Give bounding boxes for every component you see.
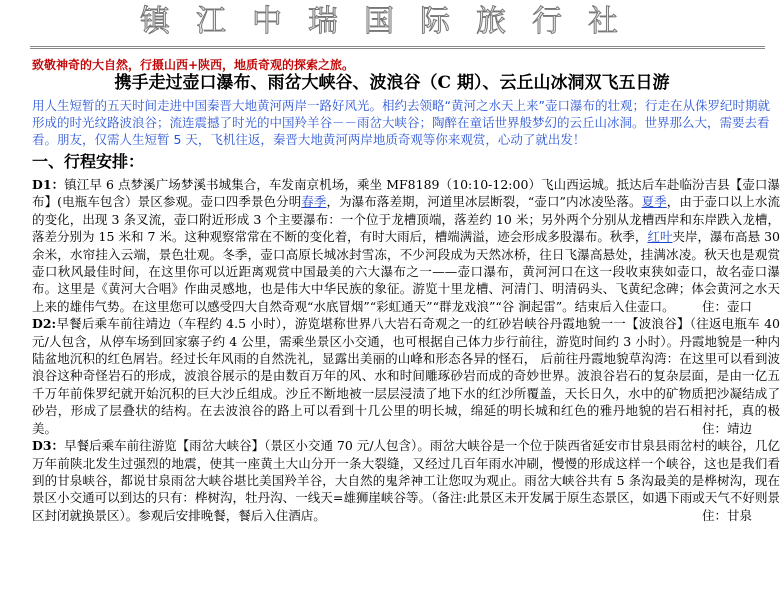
itinerary-body xyxy=(32,176,780,524)
link-spring[interactable]: 春季 xyxy=(301,194,327,210)
section-title: 一、行程安排： xyxy=(32,152,145,171)
header-rule-top xyxy=(30,46,765,47)
stay-location: 住：甘泉 xyxy=(701,507,752,523)
day-label: D1： xyxy=(32,177,65,192)
day-text: ，由于壶口以上水流的变化，出现 3 条叉流，壶口附近形成 3 个主要瀑布：一个位于龙槽顶端，落差约 10 米；另外两个分别从龙槽西岸和东岸跌入龙槽，落差分别为 15 米和 7 米。这种观察常常在不断的变化着，有时大雨后，槽端满溢，迹会形成多股瀑布。秋季， xyxy=(32,194,780,245)
day-2 xyxy=(32,315,780,437)
tour-title: 携手走过壶口瀑布、雨岔大峡谷、波浪谷（C 期）、云丘山冰洞双飞五日游 xyxy=(114,73,670,93)
day-1 xyxy=(32,176,780,315)
intro-paragraph: 用人生短暂的五天时间走进中国秦晋大地黄河两岸一路好风光。相约去领略“黄河之水天上来”壶口瀑布的壮观；行走在从侏罗纪时期就形成的时光纹路波浪谷；流连震撼了时光的中国羚羊谷－－雨岔大峡谷；陶醉在童话世界般梦幻的云丘山冰洞。世界那么大，需要去看看。朋友，仅需人生短暂 5 天，飞机往返，秦晋大地黄河两岸地质奇观等你来观赏，心动了就出发！ xyxy=(32,98,770,147)
day-text: 早餐后乘车前往靖边（车程约 4.5 小时），游览堪称世界八大岩石奇观之一的红砂岩峡谷丹霞地貌一一【波浪谷】（往返电瓶车 40 元/人包含，从停车场到回家寨子约 4 公里，需乘坐景区小交通，也可根据自己体力步行前往，游览时间约 3 小时）。丹霞地貌是一种内陆盆地沉积的红色屑岩。经过长年风雨的自然洗礼，显露出美丽的山峰和形态各异的怪石， 后前往丹霞地貌草沟湾：在这里可以看到波浪谷这种奇怪岩石的形成，波浪谷展示的是由数百万年的风、水和时间雕琢砂岩而成的奇妙世界。波浪谷岩石的复杂层面，是由一亿五千万年前侏罗纪就开始沉积的巨大沙丘组成。沙丘不断地被一层层浸渍了地下水的红沙所覆盖，天长日久，水中的矿物质把沙凝结成了砂岩，形成了层叠状的结构。在去波浪谷的路上可以看到十几公里的明长城，绵延的明长城和红色的雅丹地貌的岩石相衬托，真的极美。 xyxy=(32,316,780,436)
day-text: 早餐后乘车前往游览【雨岔大峡谷】（景区小交通 70 元/人包含）。雨岔大峡谷是一个位于陕西省延安市甘泉县雨岔村的峡谷，几亿万年前陕北发生过强烈的地震，使其一座黄土大山分开一条大裂缝，又经过几百年雨水冲刷，慢慢的形成这样一个峡谷，这也是我们看到的甘泉峡谷，都说甘泉雨岔大峡谷堪比美国羚羊谷，大自然的鬼斧神工让您叹为观止。雨岔大峡谷共有 5 条沟最美的是桦树沟，现在景区小交通可以到达的只有：桦树沟，牡丹沟、一线天=雄狮崖峡谷等。（备注:此景区未开发属于原生态景区，如遇下雨或天气不好则景区封闭就换景区）。参观后安排晚餐，餐后入住酒店。 xyxy=(32,438,780,523)
link-summer[interactable]: 夏季 xyxy=(641,194,667,210)
letterhead xyxy=(0,0,784,44)
day-label: D3： xyxy=(32,438,65,454)
stay-location: 住：靖边 xyxy=(701,420,752,436)
day-3 xyxy=(32,437,780,524)
day-label: D2: xyxy=(32,316,57,332)
day-text: ，为瀑布落差期，河道里冰层断裂，“壶口”内冰凌坠落。 xyxy=(326,194,642,210)
day-text: 夹岸，瀑布高悬 30 余米，水帘挂入云端，景色壮观。冬季，壶口高原长城冰封雪冻，不少河段成为天然冰桥，往日飞瀑高悬处，挂满冰凌。秋天也是观赏壶口秋风最佳时间，在这里你可以近距离观赏中国最美的六大瀑布之一——壶口瀑布，黄河河口在这一段收束狭如壶口，故名壶口瀑布。这里是《黄河大合唱》作曲灵感地，也是伟大中华民族的象征。游览十里龙槽、河清门、明清码头、飞黄纪念碑；体会黄河之水天上来的雄伟气势。在这里您可以感受四大自然奇观“水底冒烟”“彩虹通天”“群龙戏浪”“谷 涧起雷”。结束后入住壶口。 xyxy=(32,229,780,314)
day-text: 镇江早 6 点梦溪广场梦溪书城集合，车发南京机场，乘坐 MF8189（10:10-12:00）飞山西运城。抵达后车赴临汾吉县【壶口瀑布】(电瓶车包含）景区参观。壶口四季景色分明 xyxy=(32,177,780,210)
slogan: 致敬神奇的大自然，行摄山西+陕西，地质奇观的探索之旅。 xyxy=(32,58,355,72)
header-rule-bottom xyxy=(30,48,765,49)
company-name: 镇江中瑞国际旅行社 xyxy=(140,4,644,39)
link-red-leaves[interactable]: 红叶 xyxy=(647,229,673,245)
stay-location: 住：壶口 xyxy=(701,298,752,314)
